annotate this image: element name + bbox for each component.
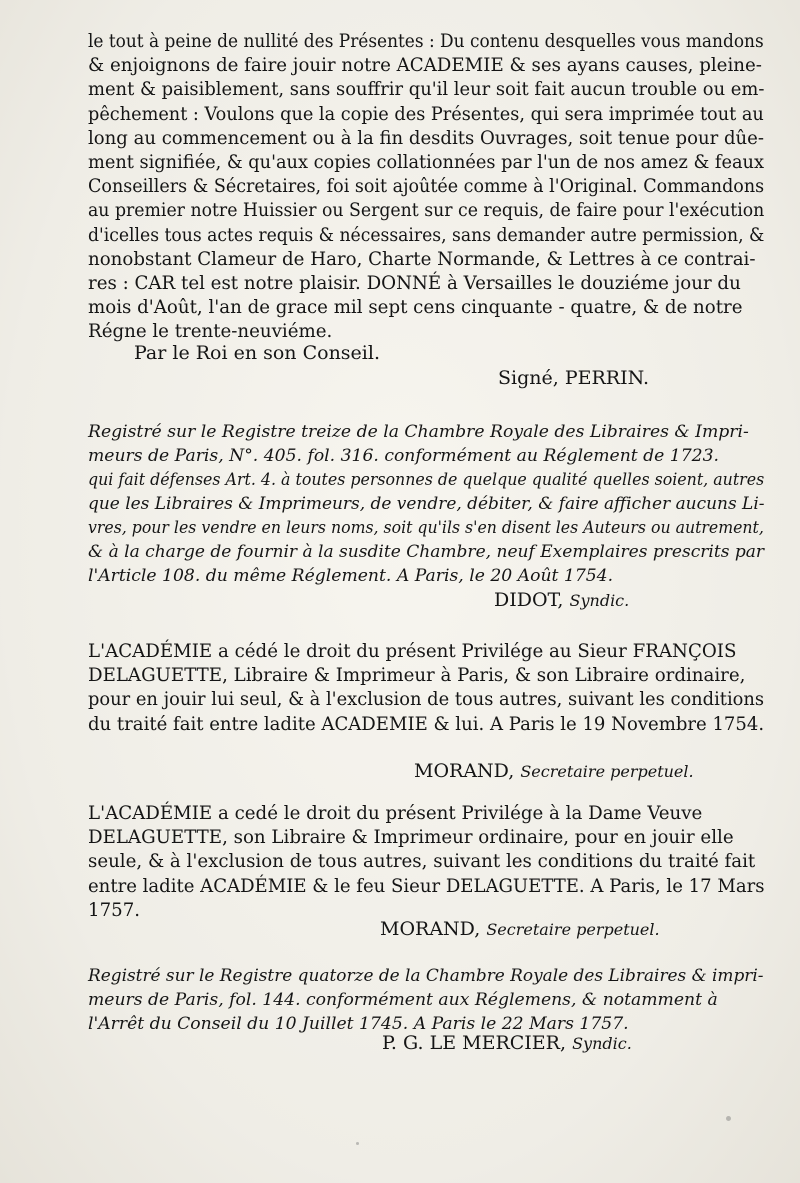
text-line: DELAGUETTE, Libraire & Imprimeur à Paris, & son Libraire ordinaire, xyxy=(88,665,746,687)
text-line: long au commencement ou à la fin desdits Ouvrages, soit tenue pour dûe- xyxy=(88,127,764,149)
signature-role: Syndic. xyxy=(569,591,630,610)
text-line: vres, pour les vendre en leurs noms, soit qu'ils s'en disent les Auteurs ou autrement, xyxy=(88,518,764,538)
signature-role: Syndic. xyxy=(572,1034,632,1053)
signature-text: Signé, PERRIN. xyxy=(498,367,650,389)
signature-morand-1 xyxy=(414,760,694,782)
text-line: l'Article 108. du même Réglement. A Paris, le 20 Août 1754. xyxy=(88,566,614,586)
text-line: que les Libraires & Imprimeurs, de vendre, débiter, & faire afficher aucuns Li- xyxy=(88,494,765,514)
text-line: Registré sur le Registre treize de la Chambre Royale des Libraires & Impri- xyxy=(88,422,749,442)
text-line: entre ladite ACADÉMIE & le feu Sieur DELAGUETTE. A Paris, le 17 Mars xyxy=(88,875,765,897)
text-line: qui fait défenses Art. 4. à toutes personnes de quelque qualité quelles soient, autres xyxy=(88,470,765,490)
text-line: DELAGUETTE, son Libraire & Imprimeur ordinaire, pour en jouir elle xyxy=(88,827,734,849)
text-line: meurs de Paris, N°. 405. fol. 316. conformément au Réglement de 1723. xyxy=(88,446,719,466)
text-line: Registré sur le Registre quatorze de la Chambre Royale des Libraires & impri- xyxy=(88,966,764,986)
privilege-text-block xyxy=(88,30,764,345)
text-line: & à la charge de fournir à la susdite Chambre, neuf Exemplaires prescrits par xyxy=(88,542,765,562)
ink-speck xyxy=(356,1142,359,1145)
signature-name: MORAND, xyxy=(414,760,515,782)
text-line: le tout à peine de nullité des Présentes : Du contenu desquelles vous mandons xyxy=(88,31,764,52)
text-line: pêchement : Voulons que la copie des Présentes, qui sera imprimée tout au xyxy=(88,103,764,125)
signature-morand-2 xyxy=(380,918,660,940)
text-line: d'icelles tous actes requis & nécessaires, sans demander autre permission, & xyxy=(88,224,765,246)
text-line: Régne le trente-neuviéme. xyxy=(88,321,333,343)
text-line: nonobstant Clameur de Haro, Charte Normande, & Lettres à ce contrai- xyxy=(88,248,756,270)
text-line: au premier notre Huissier ou Sergent sur ce requis, de faire pour l'exécution xyxy=(88,200,765,222)
signature-perrin xyxy=(498,367,649,389)
text-line: l'Arrêt du Conseil du 10 Juillet 1745. A Paris le 22 Mars 1757. xyxy=(88,1014,629,1034)
cession-1754-block xyxy=(88,640,764,737)
ink-speck xyxy=(726,1116,731,1121)
cession-1757-block xyxy=(88,802,764,923)
text-line: L'ACADÉMIE a cedé le droit du présent Privilége à la Dame Veuve xyxy=(88,803,703,824)
text-line: ment & paisiblement, sans souffrir qu'il leur soit fait aucun trouble ou em- xyxy=(88,79,765,101)
text-line: res : CAR tel est notre plaisir. DONNÉ à Versailles le douziéme jour du xyxy=(88,273,741,295)
text-line: Conseillers & Sécretaires, foi soit ajoûtée comme à l'Original. Commandons xyxy=(88,176,765,198)
signature-role: Secretaire perpetuel. xyxy=(486,920,660,939)
text-line: meurs de Paris, fol. 144. conformément aux Réglemens, & notamment à xyxy=(88,990,718,1010)
text-line: mois d'Août, l'an de grace mil sept cens cinquante - quatre, & de notre xyxy=(88,297,743,319)
signature-name: MORAND, xyxy=(380,918,481,940)
text-line: seule, & à l'exclusion de tous autres, suivant les conditions du traité fait xyxy=(88,851,756,873)
text-line: pour en jouir lui seul, & à l'exclusion de tous autres, suivant les conditions xyxy=(88,689,765,711)
signature-name: P. G. LE MERCIER, xyxy=(382,1032,567,1054)
signature-role: Secretaire perpetuel. xyxy=(520,762,694,781)
registration-1754-block xyxy=(88,420,764,588)
text-line: du traité fait entre ladite ACADEMIE & lui. A Paris le 19 Novembre 1754. xyxy=(88,713,765,735)
text-line: ment signifiée, & qu'aux copies collationnées par l'un de nos amez & feaux xyxy=(88,152,764,174)
text-line: 1757. xyxy=(88,899,141,921)
signature-didot xyxy=(494,589,629,611)
text-line: L'ACADÉMIE a cédé le droit du présent Privilége au Sieur FRANÇOIS xyxy=(88,641,737,662)
signature-le-mercier xyxy=(382,1032,632,1054)
registration-1757-block xyxy=(88,964,764,1036)
par-le-roi-line: Par le Roi en son Conseil. xyxy=(134,342,380,364)
signature-name: DIDOT, xyxy=(494,589,564,611)
text-line: & enjoignons de faire jouir notre ACADEMIE & ses ayans causes, pleine- xyxy=(88,55,762,77)
